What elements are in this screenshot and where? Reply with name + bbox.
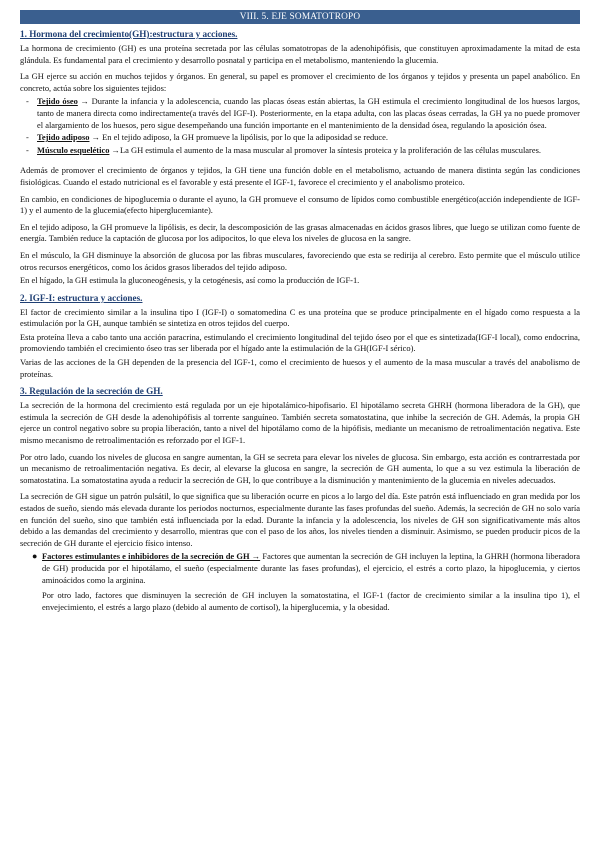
paragraph: Por otro lado, cuando los niveles de glucosa en sangre aumentan, la GH se secreta para elevar los niveles de glucosa. Sin embargo, esta acción es contrarrestada por un mecanismo de retroalimentación negativa. Es decir, al elevarse la glucosa en sangre, la secreción de GH aumenta, lo que a su vez estimula la liberación de somatostatina. La somatostatina ayuda a reducir la secreción de GH, lo que contribuye a la disminución y mantenimiento de la glucemia en niveles adecuados. bbox=[20, 451, 580, 485]
list-item-text: →La GH estimula el aumento de la masa muscular al promover la síntesis proteica y la proliferación de las células musculares. bbox=[109, 144, 541, 155]
paragraph: Varias de las acciones de la GH dependen de la presencia del IGF-1, como el crecimiento de huesos y el aumento de la masa muscular a través del anabolismo de proteínas. bbox=[20, 357, 580, 379]
list-item bbox=[26, 145, 580, 157]
list-item-text: → En el tejido adiposo, la GH promueve la lipólisis, por lo que la adiposidad se reduce. bbox=[89, 132, 388, 143]
paragraph: Además de promover el crecimiento de órganos y tejidos, la GH tiene una función doble en el metabolismo, actuando de manera distinta según las condiciones fisiológicas. Cuando el estado nutricional es el favorable y está presente el IGF-1, favorece el crecimiento y el anabolismo proteico. bbox=[20, 165, 580, 187]
list-item-term: Tejido adiposo bbox=[37, 132, 90, 143]
paragraph: Esta proteína lleva a cabo tanto una acción paracrina, estimulando el crecimiento longitudinal del tejido óseo por el que es sintetizada(IGF-I local), como endocrina, promoviendo también el crecimiento óseo tras ser liberada por el hígado ante la estimulación de la GH(IGF-I sérico). bbox=[20, 331, 580, 354]
list-item-term: Músculo esquelético bbox=[37, 144, 110, 155]
paragraph: En el músculo, la GH disminuye la absorción de glucosa por las fibras musculares, favoreciendo que esta se redirija al cerebro. Esto permite que el músculo utilice otros recursos energéticos, como los ácidos grasos liberados del tejido adiposo. bbox=[20, 249, 580, 272]
list-item bbox=[26, 132, 580, 144]
paragraph: La hormona de crecimiento (GH) es una proteína secretada por las células somatotropas de la adenohipófisis, que constituyen aproximadamente la mitad de esta glándula. Es fundamental para el crecimiento y desarrollo posnatal y participa en el metabolismo, manteniendo la glucemia. bbox=[20, 43, 580, 65]
tissue-list bbox=[20, 96, 580, 156]
paragraph: Por otro lado, factores que disminuyen la secreción de GH incluyen la somatostatina, el IGF-1 (factor de crecimiento similar a la insulina tipo 1), el envejecimiento, el estrés a largo plazo (debido al aumento de cortisol), la hiperglucemia, y la obesidad. bbox=[42, 590, 580, 612]
list-item bbox=[34, 551, 580, 586]
list-item bbox=[26, 96, 580, 131]
paragraph: La secreción de la hormona del crecimiento está regulada por un eje hipotalámico-hipofisario. El hipotálamo secreta GHRH (hormona liberadora de la GH), que estimula la secreción de GH desde la adenohipófisis al torrente sanguíneo. También secreta somatostatina, que inhibe la secreción de GH. Además, la propia GH ejerce un control negativo sobre su propia liberación, tanto a nivel del hipotálamo como de la hipófisis, mediante un mecanismo de retroalimentación negativa. Este mismo mecanismo de retroalimentación es reforzado por el IGF-1. bbox=[20, 400, 580, 446]
paragraph: El factor de crecimiento similar a la insulina tipo I (IGF-I) o somatomedina C es una proteína que se produce principalmente en el hígado como respuesta a la estimulación por la GH, aunque también se sintetiza en otros tejidos del cuerpo. bbox=[20, 306, 580, 329]
section-3-heading: 3. Regulación de la secreción de GH. bbox=[20, 386, 163, 397]
factors-list bbox=[20, 551, 580, 586]
list-item-term: Tejido óseo bbox=[37, 96, 78, 107]
paragraph: En el tejido adiposo, la GH promueve la lipólisis, es decir, la descomposición de las grasas almacenadas en ácidos grasos libres, que luego se utilizan como fuente de energía. También reduce la captación de glucosa por los adipocitos, lo que eleva los niveles de glucosa en la sangre. bbox=[20, 221, 580, 244]
list-item-text: → Durante la infancia y la adolescencia, cuando las placas óseas están abiertas, la GH estimula el crecimiento longitudinal de los huesos largos, tanto de manera directa como indirectamente(a través del IGF-I). Posteriormente, en la etapa adulta, con las placas óseas cerradas, la GH ya no puede promover el alargamiento de los huesos, pero sigue desempeñando una función importante en el mantenimiento de la densidad ósea, regulando la aposición ósea. bbox=[37, 96, 580, 130]
bullet-dot-icon: ● bbox=[32, 551, 38, 562]
paragraph: En cambio, en condiciones de hipoglucemia o durante el ayuno, la GH promueve el consumo de lípidos como combustible energético(acción independiente de IGF-1) y el aumento de la glucemia(efecto hiperglucemiante). bbox=[20, 193, 580, 216]
section-1-heading: 1. Hormona del crecimiento(GH):estructura y acciones. bbox=[20, 29, 238, 39]
list-item-text: Factores que aumentan la secreción de GH incluyen la leptina, la GHRH (hormona liberadora de GH) producida por el hipotálamo, el sueño (especialmente durante las fases profundas), el ejercicio, el estrés a corto plazo, la hipoglucemia, y ciertos aminoácidos como la arginina. bbox=[42, 551, 580, 585]
paragraph: La secreción de GH sigue un patrón pulsátil, lo que significa que su liberación ocurre en picos a lo largo del día. Este patrón está influenciado en gran medida por los estados de sueño, siendo más elevada durante los periodos nocturnos, especialmente durante las fases profundas del sueño. Además, la secreción de GH no solo varía en función del sueño, sino que también está influenciada por la edad. Durante la infancia y la adolescencia, los niveles de GH son significativamente más altos debido a las demandas del crecimiento y desarrollo, mientras que con el paso de los años, los niveles tienden a disminuir. Asimismo, se pueden producir picos de la secreción de GH durante el ejercicio físico intenso. bbox=[20, 491, 580, 548]
list-item-term: Factores estimulantes e inhibidores de la secreción de GH → bbox=[42, 551, 261, 562]
paragraph: La GH ejerce su acción en muchos tejidos y órganos. En general, su papel es promover el crecimiento de los órganos y tejidos y presenta un papel anabólico. En concreto, actúa sobre los siguientes tejidos: bbox=[20, 71, 580, 93]
document-title: VIII. 5. EJE SOMATOTROPO bbox=[20, 10, 580, 24]
paragraph: En el hígado, la GH estimula la gluconeogénesis, y la cetogénesis, así como la producción de IGF-1. bbox=[20, 275, 360, 286]
section-2-heading: 2. IGF-I: estructura y acciones. bbox=[20, 292, 143, 303]
